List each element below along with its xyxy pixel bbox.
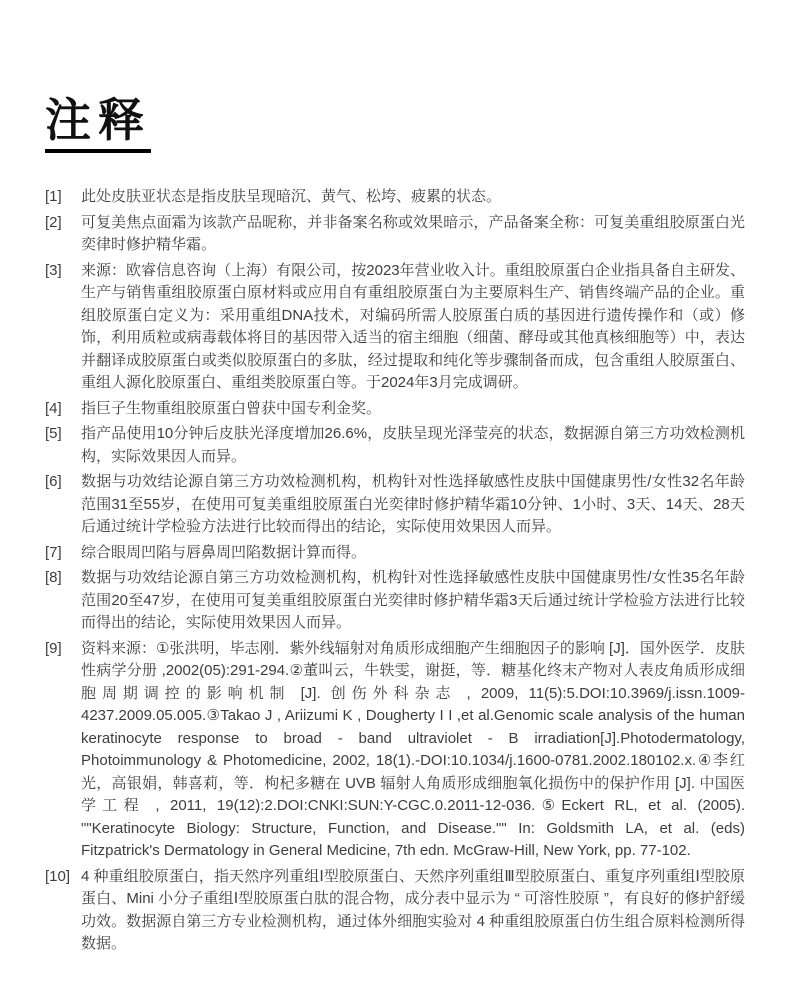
- note-marker: [3]: [45, 261, 62, 279]
- note-item: [45, 471, 745, 539]
- note-marker: [4]: [45, 399, 62, 417]
- note-item: [45, 186, 745, 209]
- note-item: [45, 542, 745, 565]
- note-text: 资料来源：①张洪明，毕志刚．紫外线辐射对角质形成细胞产生细胞因子的影响 [J]．国外医学．皮肤性病学分册 ,2002(05):291-294.②董叫云，牛轶雯，谢挺，等．糖基化终末产物对人表皮角质形成细胞周期调控的影响机制 [J]. 创伤外科杂志 , 2009, 11(5):5.DOI:10.3969/j.issn.1009-4237.2009.05.005.③Takao J , Ariizumi K , Dougherty I I ,et al.Genomic scale analysis of the human keratinocyte response to broad - band ultraviolet - B irradiation[J].Photodermatology, Photoimmunology & Photomedicine, 2002, 18(1).-DOI:10.1034/j.1600-0781.2002.180102.x.④李红光，高银娟，韩喜莉，等．枸杞多糖在 UVB 辐射人角质形成细胞氧化损伤中的保护作用 [J]. 中国医学工程 , 2011, 19(12):2.DOI:CNKI:SUN:Y-CGC.0.2011-12-036.⑤Eckert RL, et al. (2005). ""Keratinocyte Biology: Structure, Function, and Disease."" In: Goldsmith LA, et al. (eds) Fitzpatrick's Dermatology in General Medicine, 7th edn. McGraw-Hill, New York, pp. 77-102.: [81, 639, 745, 860]
- note-item: [45, 638, 745, 863]
- note-marker: [9]: [45, 639, 62, 657]
- note-item: [45, 260, 745, 395]
- note-item: [45, 423, 745, 468]
- note-item: [45, 398, 745, 421]
- note-text: 综合眼周凹陷与唇鼻周凹陷数据计算而得。: [81, 543, 367, 561]
- note-item: [45, 866, 745, 956]
- note-text: 指产品使用10分钟后皮肤光泽度增加26.6%，皮肤呈现光泽莹亮的状态，数据源自第三方功效检测机构，实际效果因人而异。: [81, 425, 745, 465]
- note-marker: [7]: [45, 543, 62, 561]
- note-text: 数据与功效结论源自第三方功效检测机构，机构针对性选择敏感性皮肤中国健康男性/女性32名年龄范围31至55岁，在使用可复美重组胶原蛋白光奕律时修护精华霜10分钟、1小时、3天、14天、28天后通过统计学检验方法进行比较而得出的结论，实际使用效果因人而异。: [81, 473, 745, 536]
- page-title: 注释: [45, 96, 151, 153]
- note-text: 来源：欧睿信息咨询（上海）有限公司，按2023年营业收入计。重组胶原蛋白企业指具备自主研发、生产与销售重组胶原蛋白原材料或应用自有重组胶原蛋白为主要原料生产、销售终端产品的企业。重组胶原蛋白定义为：采用重组DNA技术，对编码所需人胶原蛋白质的基因进行遗传操作和（或）修饰，利用质粒或病毒载体将目的基因带入适当的宿主细胞（细菌、酵母或其他真核细胞等）中，表达并翻译成胶原蛋白或类似胶原蛋白的多肽，经过提取和纯化等步骤制备而成，包含重组人胶原蛋白、重组人源化胶原蛋白、重组类胶原蛋白等。于2024年3月完成调研。: [81, 261, 745, 392]
- note-item: [45, 212, 745, 257]
- note-text: 数据与功效结论源自第三方功效检测机构，机构针对性选择敏感性皮肤中国健康男性/女性35名年龄范围20至47岁，在使用可复美重组胶原蛋白光奕律时修护精华霜3天后通过统计学检验方法进行比较而得出的结论，实际使用效果因人而异。: [81, 569, 745, 632]
- note-text: 指巨子生物重组胶原蛋白曾获中国专利金奖。: [81, 399, 382, 417]
- note-item: [45, 567, 745, 635]
- notes-list: [45, 186, 745, 956]
- note-marker: [5]: [45, 425, 62, 443]
- note-marker: [2]: [45, 213, 62, 231]
- note-marker: [10]: [45, 867, 71, 885]
- note-text: 4 种重组胶原蛋白，指天然序列重组Ⅰ型胶原蛋白、天然序列重组Ⅲ型胶原蛋白、重复序列重组Ⅰ型胶原蛋白、Mini 小分子重组Ⅰ型胶原蛋白肽的混合物，成分表中显示为 “ 可溶性胶原 ”，有良好的修护舒缓功效。数据源自第三方专业检测机构，通过体外细胞实验对 4 种重组胶原蛋白仿生组合原料检测所得数据。: [81, 867, 745, 953]
- note-marker: [8]: [45, 569, 62, 587]
- note-marker: [1]: [45, 188, 62, 206]
- note-marker: [6]: [45, 473, 62, 491]
- note-text: 此处皮肤亚状态是指皮肤呈现暗沉、黄气、松垮、疲累的状态。: [81, 188, 502, 206]
- note-text: 可复美焦点面霜为该款产品昵称，并非备案名称或效果暗示，产品备案全称：可复美重组胶原蛋白光奕律时修护精华霜。: [81, 213, 745, 254]
